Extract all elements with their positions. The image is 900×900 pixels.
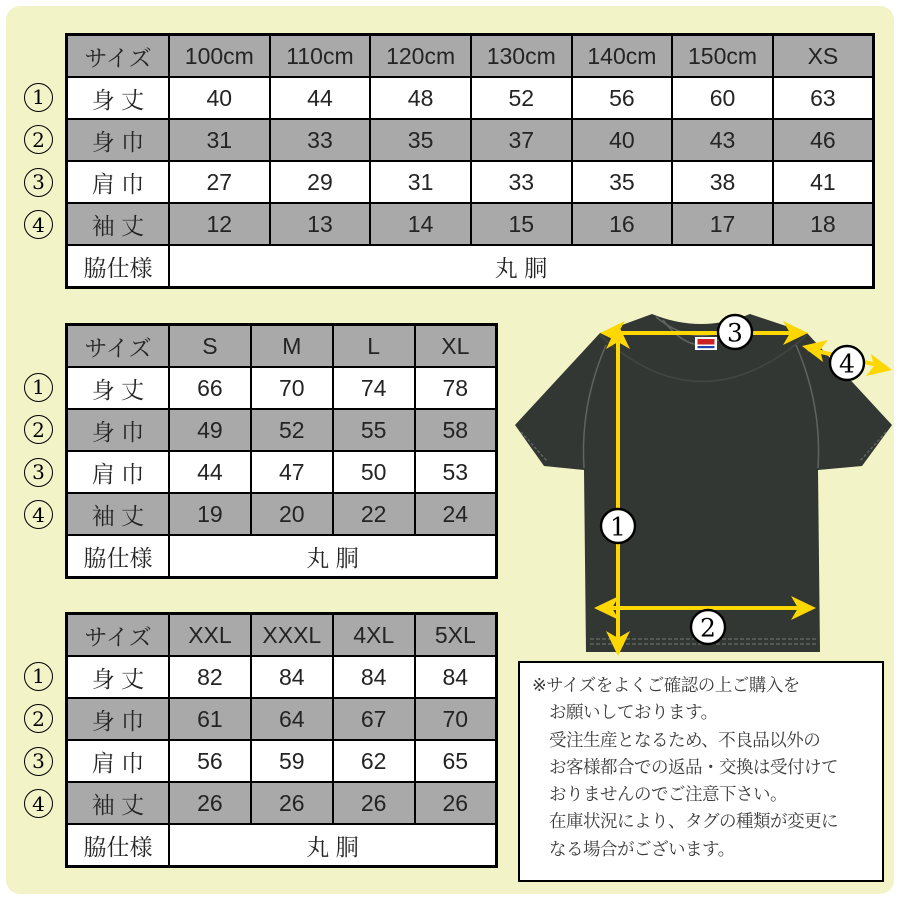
table-row bbox=[67, 698, 497, 740]
size-column-header: 150cm bbox=[672, 35, 773, 78]
measure-value: 50 bbox=[333, 451, 415, 493]
measure-value: 60 bbox=[672, 77, 773, 119]
measure-value: 61 bbox=[169, 698, 251, 740]
measure-value: 14 bbox=[370, 203, 471, 245]
size-column-header: 140cm bbox=[572, 35, 673, 78]
measure-value: 56 bbox=[169, 740, 251, 782]
row-ref-circle-2: 2 bbox=[24, 415, 53, 444]
measure-value: 35 bbox=[370, 119, 471, 161]
side-spec-label: 脇仕様 bbox=[67, 824, 170, 867]
measure-value: 17 bbox=[672, 203, 773, 245]
size-column-header: 5XL bbox=[415, 614, 497, 657]
size-column-header: 100cm bbox=[169, 35, 270, 78]
marker-4-label: 4 bbox=[839, 349, 855, 379]
measure-value: 74 bbox=[333, 367, 415, 409]
measure-value: 37 bbox=[471, 119, 572, 161]
measure-label: 肩 巾 bbox=[67, 161, 170, 203]
table-footer-row bbox=[67, 535, 497, 578]
size-header-label: サイズ bbox=[67, 614, 170, 657]
measure-value: 12 bbox=[169, 203, 270, 245]
measure-value: 22 bbox=[333, 493, 415, 535]
row-ref-circle-3: 3 bbox=[24, 458, 53, 487]
size-table bbox=[65, 323, 498, 579]
measure-value: 38 bbox=[672, 161, 773, 203]
size-table bbox=[65, 612, 498, 868]
measure-value: 64 bbox=[251, 698, 333, 740]
measure-value: 44 bbox=[169, 451, 251, 493]
measure-label: 袖 丈 bbox=[67, 782, 170, 824]
row-ref-circle-4: 4 bbox=[24, 210, 53, 239]
row-ref-circle-1: 1 bbox=[24, 662, 53, 691]
table-row bbox=[67, 493, 497, 535]
side-spec-value: 丸 胴 bbox=[169, 535, 497, 578]
size-header-label: サイズ bbox=[67, 325, 170, 368]
size-column-header: 110cm bbox=[270, 35, 371, 78]
side-spec-value: 丸 胴 bbox=[169, 245, 874, 288]
marker-1 bbox=[601, 509, 635, 543]
table-row bbox=[67, 161, 874, 203]
side-spec-label: 脇仕様 bbox=[67, 535, 170, 578]
row-ref-circle-3: 3 bbox=[24, 747, 53, 776]
tshirt-measurement-diagram bbox=[500, 300, 900, 662]
table-row bbox=[67, 782, 497, 824]
measure-value: 26 bbox=[415, 782, 497, 824]
marker-3 bbox=[718, 315, 752, 349]
measure-value: 84 bbox=[251, 656, 333, 698]
size-column-header: S bbox=[169, 325, 251, 368]
table-row bbox=[67, 409, 497, 451]
measure-label: 袖 丈 bbox=[67, 203, 170, 245]
table-row bbox=[67, 203, 874, 245]
measure-value: 26 bbox=[251, 782, 333, 824]
size-column-header: XXXL bbox=[251, 614, 333, 657]
measure-value: 53 bbox=[415, 451, 497, 493]
measure-value: 65 bbox=[415, 740, 497, 782]
row-ref-circle-4: 4 bbox=[24, 789, 53, 818]
size-table bbox=[65, 33, 875, 289]
marker-2-label: 2 bbox=[700, 613, 716, 643]
measure-value: 59 bbox=[251, 740, 333, 782]
note-line: なる場合がございます。 bbox=[549, 838, 735, 859]
measure-value: 15 bbox=[471, 203, 572, 245]
measure-value: 27 bbox=[169, 161, 270, 203]
marker-2 bbox=[691, 610, 725, 644]
measure-value: 19 bbox=[169, 493, 251, 535]
measure-value: 84 bbox=[415, 656, 497, 698]
row-ref-circle-1: 1 bbox=[24, 373, 53, 402]
measure-value: 52 bbox=[251, 409, 333, 451]
table-row bbox=[67, 656, 497, 698]
table-footer-row bbox=[67, 245, 874, 288]
row-ref-circle-1: 1 bbox=[24, 83, 53, 112]
measure-value: 40 bbox=[572, 119, 673, 161]
measure-label: 身 巾 bbox=[67, 698, 170, 740]
measure-label: 身 巾 bbox=[67, 409, 170, 451]
measure-value: 33 bbox=[471, 161, 572, 203]
size-column-header: 130cm bbox=[471, 35, 572, 78]
row-ref-circle-2: 2 bbox=[24, 125, 53, 154]
size-header-label: サイズ bbox=[67, 35, 170, 78]
measure-value: 29 bbox=[270, 161, 371, 203]
table-row bbox=[67, 119, 874, 161]
measure-value: 40 bbox=[169, 77, 270, 119]
size-column-header: XL bbox=[415, 325, 497, 368]
neck-tag bbox=[695, 337, 717, 350]
size-column-header: 4XL bbox=[333, 614, 415, 657]
measure-value: 31 bbox=[370, 161, 471, 203]
measure-value: 46 bbox=[773, 119, 874, 161]
measure-label: 身 丈 bbox=[67, 77, 170, 119]
table-row bbox=[67, 451, 497, 493]
size-table-adult bbox=[65, 323, 498, 579]
measure-value: 55 bbox=[333, 409, 415, 451]
marker-1-label: 1 bbox=[610, 512, 626, 542]
size-table-big bbox=[65, 612, 498, 868]
measure-value: 47 bbox=[251, 451, 333, 493]
measure-label: 身 巾 bbox=[67, 119, 170, 161]
measure-label: 身 丈 bbox=[67, 367, 170, 409]
note-line: 在庫状況により、タグの種類が変更に bbox=[549, 811, 838, 832]
measure-value: 67 bbox=[333, 698, 415, 740]
size-column-header: M bbox=[251, 325, 333, 368]
note-line: ※サイズをよくご確認の上ご購入を bbox=[532, 675, 800, 695]
measure-value: 84 bbox=[333, 656, 415, 698]
measure-label: 肩 巾 bbox=[67, 740, 170, 782]
measure-value: 18 bbox=[773, 203, 874, 245]
note-line: おりませんのでご注意下さい。 bbox=[549, 784, 787, 805]
measure-value: 63 bbox=[773, 77, 874, 119]
measure-value: 35 bbox=[572, 161, 673, 203]
table-footer-row bbox=[67, 824, 497, 867]
size-column-header: XS bbox=[773, 35, 874, 78]
measure-value: 43 bbox=[672, 119, 773, 161]
measure-value: 26 bbox=[169, 782, 251, 824]
measure-value: 82 bbox=[169, 656, 251, 698]
measure-value: 41 bbox=[773, 161, 874, 203]
note-line: お客様都合での返品・交換は受付けて bbox=[549, 756, 838, 777]
purchase-note bbox=[518, 661, 884, 882]
measure-value: 48 bbox=[370, 77, 471, 119]
measure-label: 肩 巾 bbox=[67, 451, 170, 493]
measure-value: 70 bbox=[415, 698, 497, 740]
measure-label: 袖 丈 bbox=[67, 493, 170, 535]
row-ref-circle-4: 4 bbox=[24, 500, 53, 529]
measure-value: 33 bbox=[270, 119, 371, 161]
side-spec-value: 丸 胴 bbox=[169, 824, 497, 867]
measure-value: 70 bbox=[251, 367, 333, 409]
measure-value: 26 bbox=[333, 782, 415, 824]
size-column-header: L bbox=[333, 325, 415, 368]
measure-value: 13 bbox=[270, 203, 371, 245]
measure-value: 62 bbox=[333, 740, 415, 782]
measure-value: 58 bbox=[415, 409, 497, 451]
row-ref-circle-3: 3 bbox=[24, 168, 53, 197]
note-line: お願いしております。 bbox=[549, 702, 718, 723]
note-line: 受注生産となるため、不良品以外の bbox=[549, 729, 821, 750]
marker-3-label: 3 bbox=[727, 318, 743, 348]
measure-value: 44 bbox=[270, 77, 371, 119]
measure-value: 16 bbox=[572, 203, 673, 245]
measure-value: 49 bbox=[169, 409, 251, 451]
row-ref-circle-2: 2 bbox=[24, 704, 53, 733]
size-column-header: XXL bbox=[169, 614, 251, 657]
size-column-header: 120cm bbox=[370, 35, 471, 78]
measure-label: 身 丈 bbox=[67, 656, 170, 698]
measure-value: 56 bbox=[572, 77, 673, 119]
size-table-kids bbox=[65, 33, 875, 289]
table-row bbox=[67, 740, 497, 782]
table-row bbox=[67, 367, 497, 409]
measure-value: 24 bbox=[415, 493, 497, 535]
side-spec-label: 脇仕様 bbox=[67, 245, 170, 288]
measure-value: 66 bbox=[169, 367, 251, 409]
measure-value: 78 bbox=[415, 367, 497, 409]
measure-value: 52 bbox=[471, 77, 572, 119]
marker-4 bbox=[830, 346, 864, 380]
measure-value: 20 bbox=[251, 493, 333, 535]
table-row bbox=[67, 77, 874, 119]
measure-value: 31 bbox=[169, 119, 270, 161]
